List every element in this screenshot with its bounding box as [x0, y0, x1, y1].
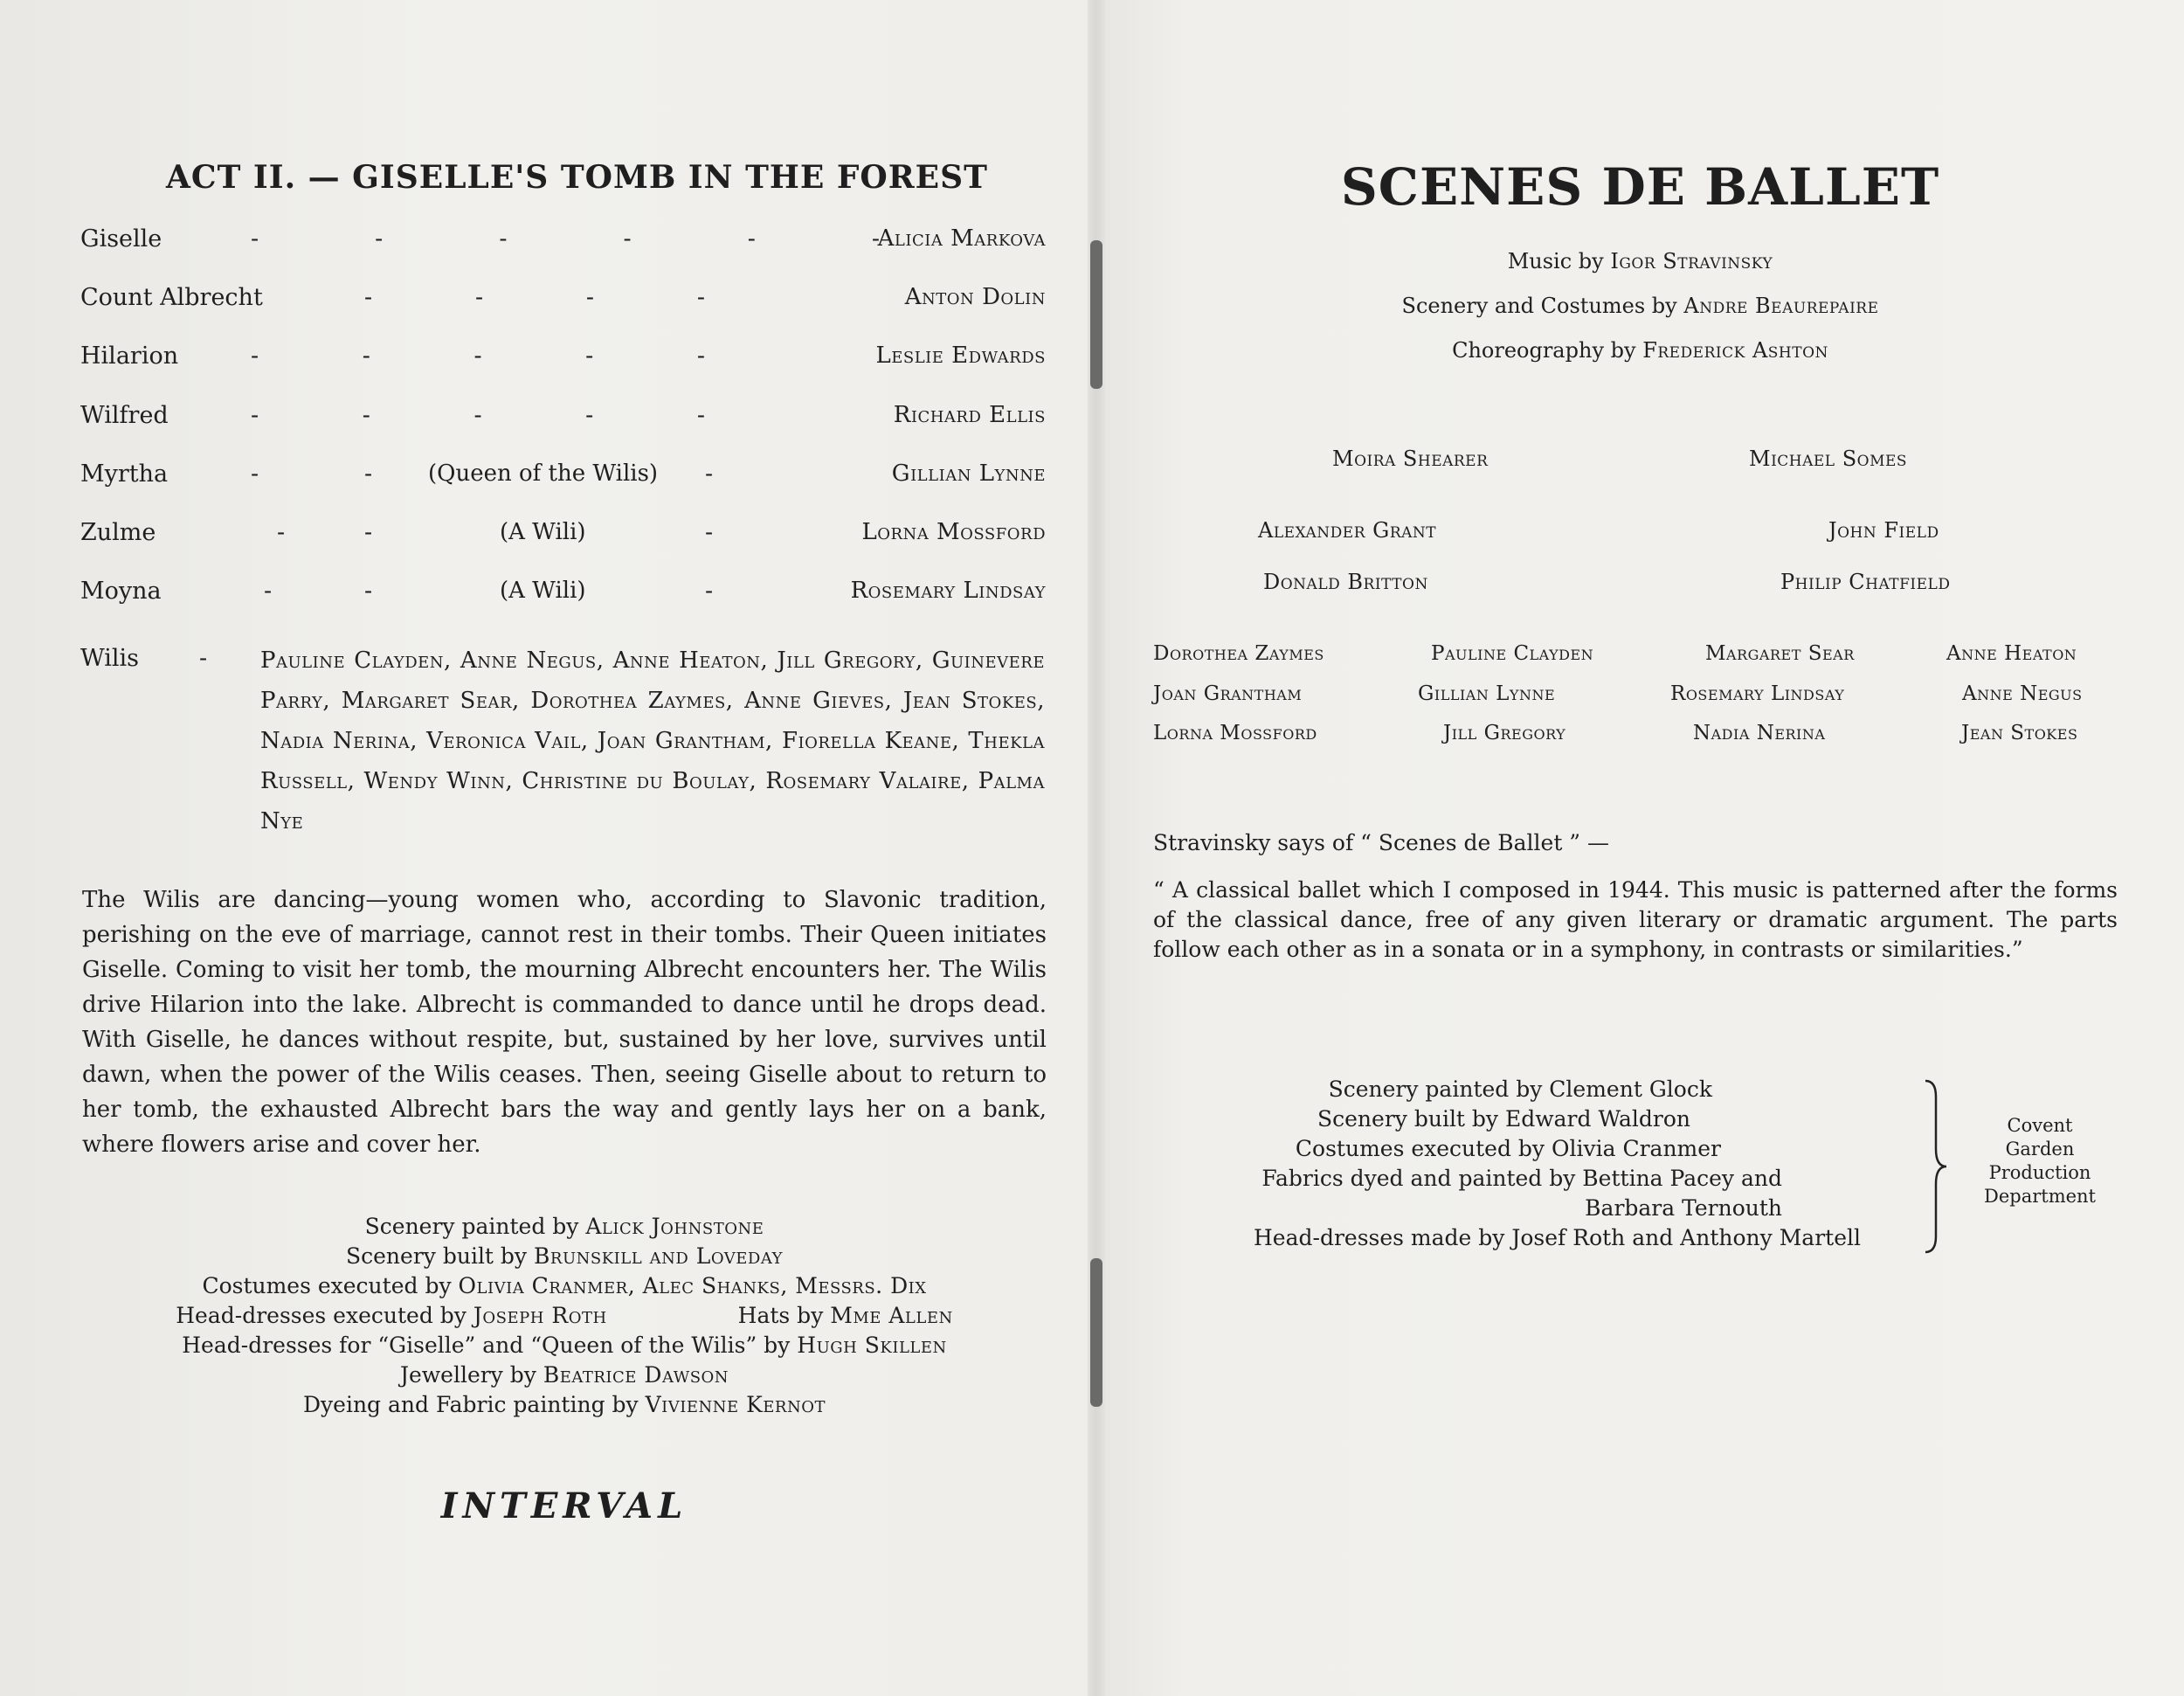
wilis-label: Wilis	[80, 645, 140, 672]
scenery-credit: Scenery and Costumes by Andre Beaurepaire	[1401, 294, 1879, 318]
ballet-title: SCENES DE BALLET	[1340, 157, 1940, 217]
leader-dashes: - - - - - -	[251, 225, 880, 253]
leader-dash: -	[364, 578, 373, 605]
role-note: (A Wili)	[500, 519, 586, 545]
leader-dash: -	[364, 519, 373, 546]
credit-line: Costumes executed by Olivia Cranmer	[1295, 1136, 1721, 1161]
actor-name: Richard Ellis	[893, 402, 1046, 428]
leader-dash: -	[705, 578, 714, 605]
soloist-dancer: Alexander Grant	[1258, 518, 1437, 543]
corps-dancer: Lorna Mossford	[1153, 722, 1317, 744]
actor-name: Lorna Mossford	[861, 519, 1046, 545]
corps-dancer: Jill Gregory	[1443, 722, 1566, 744]
actor-name: Gillian Lynne	[891, 460, 1046, 487]
stravinsky-quote: “ A classical ballet which I composed in 1944. This music is patterned after the forms of the classical dance, free of any given literary or dramatic argument. The parts follow each other as in a sonata or in a symphony, in contrasts or similarities.”	[1153, 877, 2118, 962]
role-name: Giselle	[80, 225, 162, 253]
leader-dash: -	[705, 460, 714, 488]
cast-row	[80, 284, 1046, 319]
corps-dancer: Anne Heaton	[1946, 642, 2077, 665]
leader-dash: -	[251, 460, 259, 488]
corps-dancer: Anne Negus	[1962, 682, 2083, 705]
soloist-dancer: Donald Britton	[1263, 570, 1428, 594]
role-name: Myrtha	[80, 460, 169, 488]
leader-dashes: - - - - -	[251, 343, 705, 370]
actor-name: Rosemary Lindsay	[850, 578, 1046, 604]
cast-row	[80, 402, 1046, 437]
act-title: ACT II. — GISELLE'S TOMB IN THE FOREST	[166, 159, 988, 196]
soloist-dancer: Philip Chatfield	[1780, 570, 1951, 594]
principal-dancer: Michael Somes	[1749, 446, 1908, 471]
corps-dancer: Jean Stokes	[1961, 722, 2078, 744]
role-name: Hilarion	[80, 343, 179, 370]
cast-row	[80, 519, 1046, 554]
role-note: (A Wili)	[500, 578, 586, 604]
actor-name: Anton Dolin	[904, 284, 1046, 310]
role-name: Zulme	[80, 519, 156, 546]
leader-dash: -	[199, 645, 208, 672]
cast-row	[80, 578, 1046, 613]
leader-dashes: - - - - -	[251, 402, 705, 429]
leader-dash: -	[277, 519, 286, 546]
music-credit: Music by Igor Stravinsky	[1507, 249, 1773, 273]
credit-line: Jewellery by Beatrice Dawson	[399, 1362, 729, 1388]
credit-line: Head-dresses made by Josef Roth and Anthony Martell	[1254, 1225, 1861, 1250]
leader-dash: -	[705, 519, 714, 546]
leader-dashes: - - - -	[364, 284, 705, 311]
principal-dancer: Moira Shearer	[1332, 446, 1489, 471]
credit-line: Scenery painted by Clement Glock	[1328, 1076, 1712, 1102]
synopsis: The Wilis are dancing—young women who, according to Slavonic tradition, perishing on the eve of marriage, cannot rest in their tombs. Their Queen initiates Giselle. Coming to visit her tomb, the mourning Albrecht encounters her. The Wilis drive Hilarion into the lake. Albrecht is commanded to dance until he drops dead. With Giselle, he dances without respite, but, sustained by her love, survives until dawn, when the power of the Wilis ceases. Then, seeing Giselle about to return to her tomb, the exhausted Albrecht bars the way and gently lays her on a bank, where flowers arise and cover her.	[82, 887, 1047, 1158]
production-credits	[82, 1212, 1047, 1420]
credit-line: Head-dresses executed by Joseph Roth Hats by Mme Allen	[176, 1303, 953, 1328]
wilis-list: Pauline Clayden, Anne Negus, Anne Heaton, Jill Gregory, Guinevere Parry, Margaret Sear, Dorothea Zaymes, Anne Gieves, Jean Stokes, Nadia Nerina, Veronica Vail, Joan Grantham, Fiorella Keane, Thekla Russell, Wendy Winn, Christine du Boulay, Rosemary Valaire, Palma Nye	[260, 647, 1045, 834]
role-note: (Queen of the Wilis)	[428, 460, 659, 487]
credit-line: Scenery built by Brunskill and Loveday	[346, 1243, 783, 1269]
corps-dancer: Dorothea Zaymes	[1153, 642, 1324, 665]
stravinsky-intro: Stravinsky says of “ Scenes de Ballet ” —	[1153, 830, 1610, 855]
credit-line: Barbara Ternouth	[1585, 1195, 1782, 1221]
cast-row	[80, 460, 1046, 495]
credit-line: Fabrics dyed and painted by Bettina Pacey and	[1261, 1166, 1782, 1191]
leader-dash: -	[264, 578, 273, 605]
corps-dancer: Joan Grantham	[1153, 682, 1303, 705]
corps-dancer: Margaret Sear	[1705, 642, 1855, 665]
corps-dancer: Gillian Lynne	[1418, 682, 1556, 705]
brace-icon	[1922, 1079, 1948, 1254]
role-name: Wilfred	[80, 402, 169, 429]
credit-line: Scenery painted by Alick Johnstone	[364, 1214, 764, 1239]
credit-line: Costumes executed by Olivia Cranmer, Alec Shanks, Messrs. Dix	[202, 1273, 927, 1298]
role-name: Count Albrecht	[80, 284, 263, 311]
choreography-credit: Choreography by Frederick Ashton	[1452, 338, 1828, 363]
actor-name: Alicia Markova	[877, 225, 1046, 252]
corps-dancer: Pauline Clayden	[1431, 642, 1594, 665]
cast-row	[80, 225, 1046, 260]
staple-bottom	[1090, 1258, 1102, 1407]
credit-line: Head-dresses for “Giselle” and “Queen of the Wilis” by Hugh Skillen	[182, 1333, 947, 1358]
credit-line: Scenery built by Edward Waldron	[1317, 1106, 1690, 1132]
cast-row	[80, 343, 1046, 377]
department-label: Covent Garden Production Department	[1983, 1115, 2096, 1207]
role-name: Moyna	[80, 578, 162, 605]
production-credits-right	[1171, 1075, 1887, 1253]
corps-dancer: Rosemary Lindsay	[1670, 682, 1845, 705]
soloist-dancer: John Field	[1828, 518, 1939, 543]
credit-line: Dyeing and Fabric painting by Vivienne Kernot	[303, 1392, 826, 1417]
actor-name: Leslie Edwards	[875, 343, 1046, 369]
leader-dash: -	[364, 460, 373, 488]
interval-heading: INTERVAL	[440, 1485, 688, 1526]
corps-dancer: Nadia Nerina	[1693, 722, 1826, 744]
